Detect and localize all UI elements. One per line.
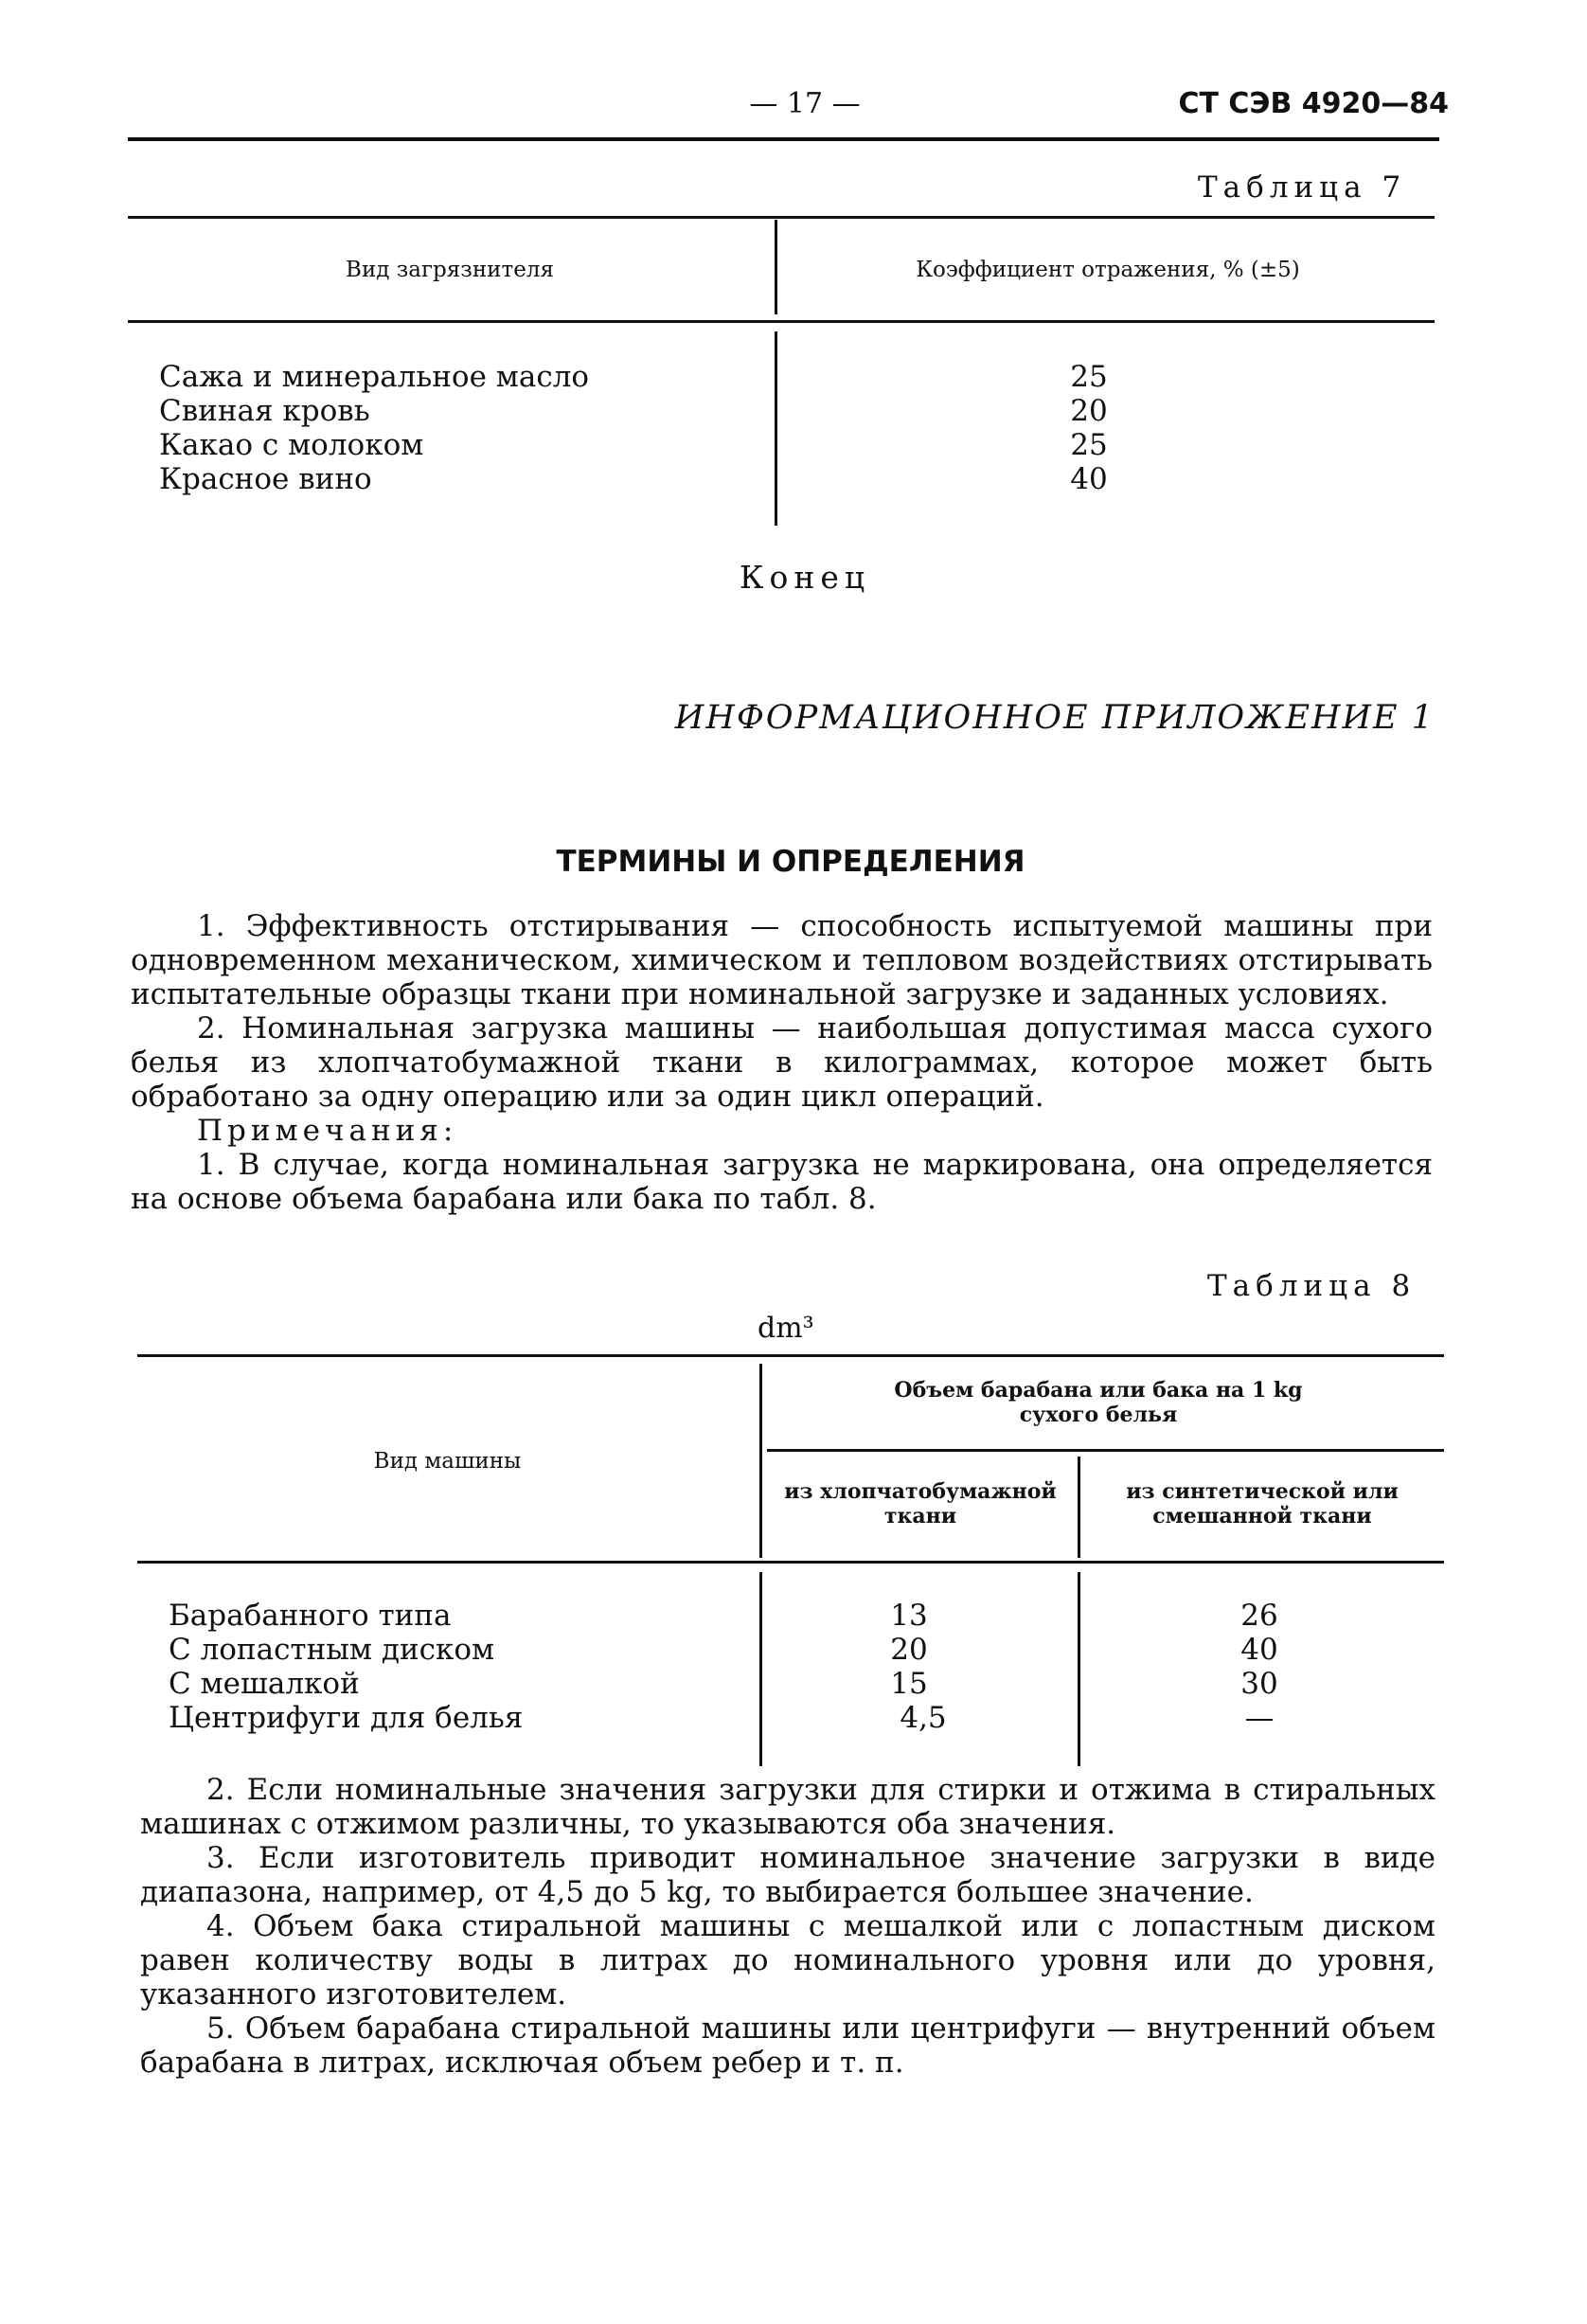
table8-unit: dm³ (758, 1312, 814, 1345)
table7-header-reflection: Коэффициент отражения, % (±5) (916, 258, 1300, 282)
table8-header-divider-sub (1078, 1457, 1080, 1558)
end-marker: Конец (739, 559, 871, 596)
note-paragraph: 1. В случае, когда номинальная загрузка не маркирована, она определяется на основе объема барабана или бака по табл. 8. (131, 1148, 1433, 1216)
table8-header-group: Объем барабана или бака на 1 kg сухого белья (894, 1378, 1303, 1427)
table8-header-cotton: из хлопчатобумажной ткани (784, 1479, 1057, 1528)
table8-row-cotton: 13 (890, 1599, 928, 1633)
table8-header-divider-main (759, 1364, 762, 1558)
note-paragraph: 2. Если номинальные значения загрузки для стирки и отжима в стиральных машинах с отжимом различны, то указываются оба значения. (140, 1773, 1435, 1841)
table7-row-name: Какао с молоком (159, 428, 424, 462)
table7-header-contaminant: Вид загрязнителя (346, 258, 554, 282)
table8-group-rule (767, 1449, 1444, 1452)
header-rule (128, 137, 1439, 141)
table8-row-synthetic: — (1244, 1701, 1275, 1735)
table8-label: Таблица 8 (1207, 1269, 1417, 1303)
table8-top-rule (137, 1354, 1444, 1357)
table7-body-divider (775, 331, 777, 526)
table7-row-value: 20 (1070, 394, 1108, 428)
term-paragraph: 2. Номинальная загрузка машины — наибольшая допустимая масса сухого белья из хлопчатобумажной ткани в килограммах, которое может быть обработано за одну операцию или за один цикл операций. (131, 1011, 1433, 1114)
notes-block (140, 1773, 1435, 2080)
table8-body-divider-sub (1078, 1572, 1080, 1766)
table7-row-name: Сажа и минеральное масло (159, 360, 590, 394)
section-title: ТЕРМИНЫ И ОПРЕДЕЛЕНИЯ (556, 845, 1025, 879)
table8-row-name: Барабанного типа (169, 1599, 452, 1633)
page-number: — 17 — (749, 87, 861, 120)
table8-row-name: Центрифуги для белья (169, 1701, 524, 1735)
appendix-title: ИНФОРМАЦИОННОЕ ПРИЛОЖЕНИЕ 1 (674, 699, 1435, 737)
table7-body-values (1023, 360, 1155, 496)
table8-row-name: С мешалкой (169, 1667, 360, 1701)
table7-header-rule (128, 320, 1435, 323)
note-paragraph: 5. Объем барабана стиральной машины или центрифуги — внутренний объем барабана в литрах, исключая объем ребер и т. п. (140, 2011, 1435, 2080)
table8-row-synthetic: 40 (1240, 1633, 1278, 1667)
table7-label: Таблица 7 (1198, 170, 1407, 205)
note-paragraph: 4. Объем бака стиральной машины с мешалкой или с лопастным диском равен количеству воды в литрах до номинального уровня или до уровня, указанного изготовителем. (140, 1909, 1435, 2011)
document-code: СТ СЭВ 4920—84 (1178, 87, 1449, 120)
table8-body-cotton (847, 1599, 971, 1735)
table7-row-name: Красное вино (159, 462, 372, 496)
table7-body-names (159, 360, 765, 496)
table8-row-cotton: 20 (890, 1633, 928, 1667)
table7-top-rule (128, 216, 1435, 219)
table8-row-cotton: 15 (890, 1667, 928, 1701)
note-paragraph: 3. Если изготовитель приводит номинальное значение загрузки в виде диапазона, например, от 4,5 до 5 kg, то выбирается большее значение. (140, 1841, 1435, 1909)
notes-label: Примечания: (197, 1114, 458, 1148)
table7-row-value: 25 (1070, 428, 1108, 462)
table8-row-synthetic: 30 (1240, 1667, 1278, 1701)
table8-header-synthetic: из синтетической или смешанной ткани (1126, 1479, 1399, 1528)
table8-body-divider-main (759, 1572, 762, 1766)
table8-row-name: С лопастным диском (169, 1633, 495, 1667)
table8-body-synthetic (1203, 1599, 1316, 1735)
table7-header-divider (775, 220, 777, 314)
table7-row-name: Свиная кровь (159, 394, 370, 428)
table7-row-value: 40 (1070, 462, 1108, 496)
term-paragraph: 1. Эффективность отстирывания — способность испытуемой машины при одновременном механическом, химическом и тепловом воздействиях отстирывать испытательные образцы ткани при номинальной загрузке и заданных условиях. (131, 909, 1433, 1011)
table8-header-machine: Вид машины (373, 1449, 522, 1474)
table8-body-names (169, 1599, 756, 1735)
terms-block (131, 909, 1433, 1216)
table8-row-synthetic: 26 (1240, 1599, 1278, 1633)
table8-header-rule (137, 1561, 1444, 1564)
table8-row-cotton: 4,5 (900, 1701, 947, 1735)
table7-row-value: 25 (1070, 360, 1108, 394)
